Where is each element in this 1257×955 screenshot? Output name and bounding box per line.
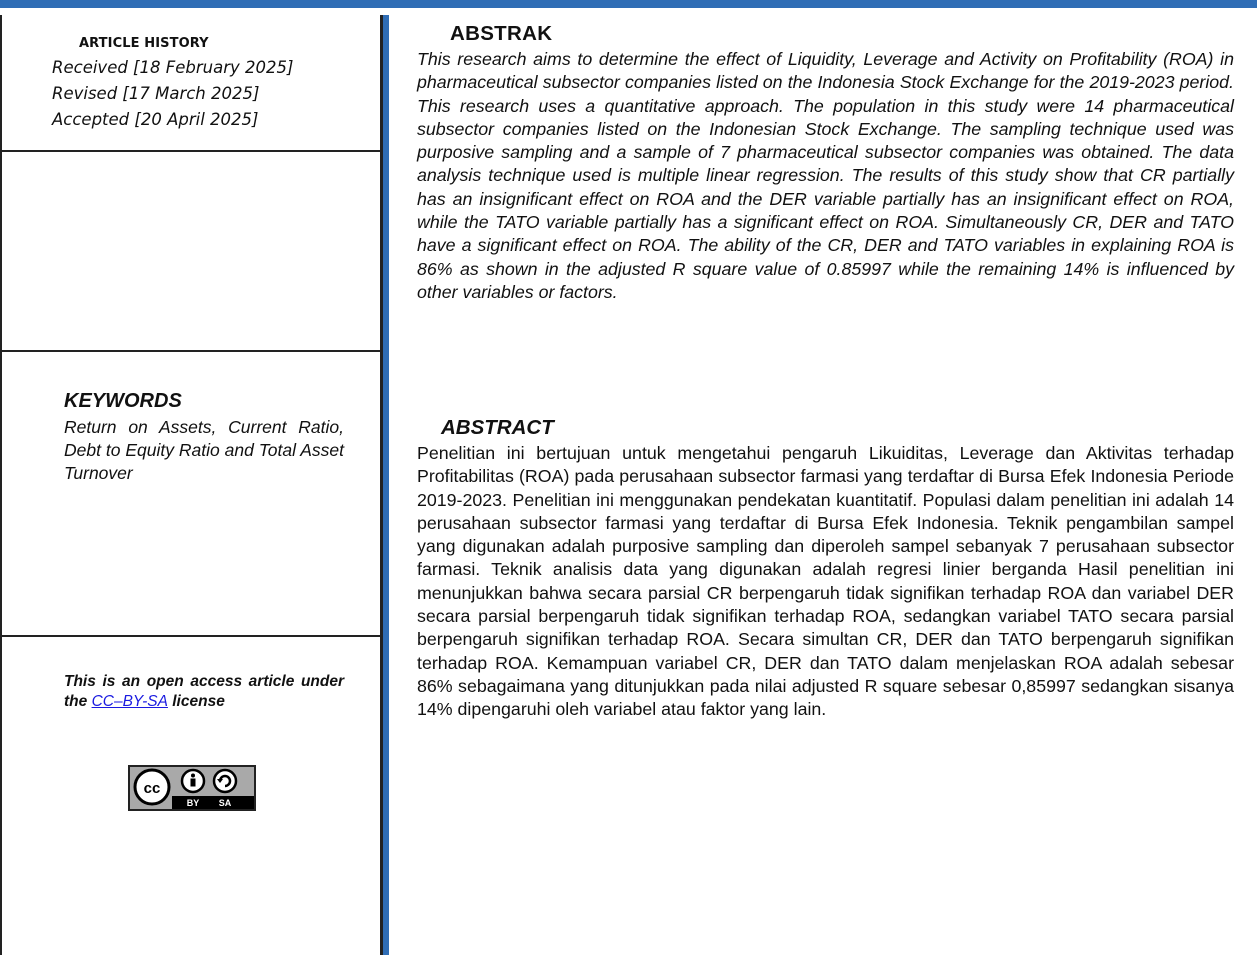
metadata-sidebar	[0, 15, 383, 955]
license-suffix: license	[172, 693, 225, 710]
accepted-date: Accepted [20 April 2025]	[52, 110, 259, 129]
svg-text:cc: cc	[143, 780, 161, 797]
cc-logo-icon	[130, 767, 254, 809]
sa-label: SA	[218, 798, 232, 808]
sidebar-divider	[2, 150, 382, 152]
by-label: BY	[186, 798, 200, 808]
article-history-title: ARTICLE HISTORY	[79, 36, 209, 51]
column-accent-bar	[383, 15, 389, 955]
sidebar-divider	[2, 350, 382, 352]
received-date: Received [18 February 2025]	[52, 58, 294, 77]
license-link[interactable]: CC–BY-SA	[91, 693, 168, 710]
abstract-heading: ABSTRACT	[441, 416, 554, 439]
license-notice	[64, 672, 344, 712]
header-accent-bar	[0, 0, 1257, 8]
abstract-body: Penelitian ini bertujuan untuk mengetahui pengaruh Likuiditas, Leverage dan Aktivitas terhadap Profitabilitas (ROA) pada perusahaan subsector farmasi yang terdaftar di Bursa Efek Indonesia Periode 2019-2023. Penelitian ini menggunakan pendekatan kuantitatif. Populasi dalam penelitian ini adalah 14 perusahaan subsector farmasi yang terdaftar di Bursa Efek Indonesia. Teknik pengambilan sampel yang digunakan adalah purposive sampling dan diperoleh sampel sebanyak 7 perusahaan subsector farmasi. Teknik analisis data yang digunakan adalah regresi linier berganda Hasil penelitian ini menunjukkan bahwa secara parsial CR berpengaruh tidak signifikan terhadap ROA dan variabel DER secara parsial berpengaruh tidak signifikan terhadap ROA, sedangkan variabel TATO secara parsial berpengaruh signifikan terhadap ROA. Secara simultan CR, DER dan TATO berpengaruh signifikan terhadap ROA. Kemampuan variabel CR, DER dan TATO dalam menjelaskan ROA adalah sebesar 86% sebagaimana yang ditunjukkan pada nilai adjusted R square sebesar 0,85997 sedangkan sisanya 14% dipengaruhi oleh variabel atau faktor yang lain.	[417, 443, 1234, 720]
sidebar-divider	[2, 635, 382, 637]
revised-date: Revised [17 March 2025]	[52, 84, 260, 103]
license-prefix: This is an open access article under the	[64, 673, 344, 710]
keywords-title: KEYWORDS	[64, 390, 182, 412]
abstrak-body: This research aims to determine the effect of Liquidity, Leverage and Activity on Profitability (ROA) in pharmaceutical subsector companies listed on the Indonesia Stock Exchange for the 2019-2023 period. This research uses a quantitative approach. The population in this study were 14 pharmaceutical subsector companies listed on the Indonesian Stock Exchange. The sampling technique used was purposive sampling and a sample of 7 pharmaceutical subsector companies was obtained. The data analysis technique used is multiple linear regression. The results of this study show that CR partially has an insignificant effect on ROA and the DER variable partially has an insignificant effect on ROA, while the TATO variable partially has a significant effect on ROA. Simultaneously CR, DER and TATO have a significant effect on ROA. The ability of the CR, DER and TATO variables in explaining ROA is 86% as shown in the adjusted R square value of 0.85997 while the remaining 14% is influenced by other variables or factors.	[417, 49, 1234, 302]
keywords-text: Return on Assets, Current Ratio, Debt to Equity Ratio and Total Asset Turnover	[64, 417, 344, 483]
abstrak-heading: ABSTRAK	[450, 22, 553, 45]
cc-by-sa-badge[interactable]	[128, 765, 256, 811]
